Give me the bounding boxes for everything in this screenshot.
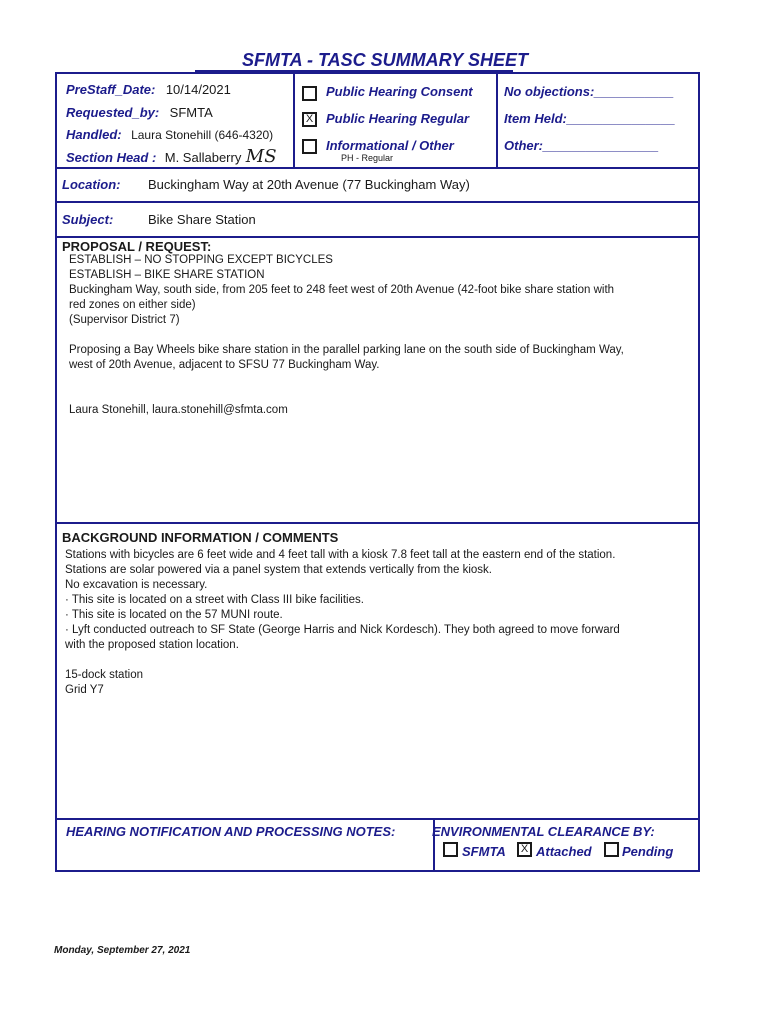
- public-hearing-regular-checkbox[interactable]: X: [302, 112, 317, 127]
- divider-location: [55, 201, 700, 203]
- background-line: · Lyft conducted outreach to SF State (George Harris and Nick Kordesch). They both agreed to move forward: [65, 624, 620, 636]
- background-body: [65, 548, 695, 698]
- proposal-line: Buckingham Way, south side, from 205 feet to 248 feet west of 20th Avenue (42-foot bike share station with: [69, 284, 615, 296]
- proposal-heading: PROPOSAL / REQUEST:: [62, 239, 212, 254]
- location-label: Location:: [62, 177, 121, 192]
- requested-by-label: Requested_by:: [66, 105, 160, 120]
- date-footer: Monday, September 27, 2021: [54, 945, 191, 956]
- env-pending-label: Pending: [622, 844, 674, 859]
- proposal-line: [69, 328, 694, 343]
- background-line: · This site is located on the 57 MUNI route.: [65, 609, 283, 621]
- background-line: No excavation is necessary.: [65, 579, 208, 591]
- no-objections-field: No objections:___________: [504, 84, 674, 99]
- subject-label: Subject:: [62, 212, 114, 227]
- prestaff-date-value: 10/14/2021: [165, 82, 231, 97]
- section-head-signature: MS: [245, 146, 277, 167]
- handled-row: [66, 126, 273, 144]
- public-hearing-consent-label: Public Hearing Consent: [326, 84, 473, 99]
- env-pending-checkbox[interactable]: [604, 842, 619, 857]
- other-field: Other:________________: [504, 138, 659, 153]
- proposal-line: [69, 388, 694, 403]
- background-line: Stations are solar powered via a panel system that extends vertically from the kiosk.: [65, 564, 492, 576]
- proposal-line: west of 20th Avenue, adjacent to SFSU 77 Buckingham Way.: [69, 359, 380, 371]
- proposal-line: ESTABLISH – NO STOPPING EXCEPT BICYCLES: [69, 254, 333, 266]
- background-line: Grid Y7: [65, 684, 104, 696]
- subject-value: Bike Share Station: [148, 212, 256, 227]
- background-line: [65, 653, 695, 668]
- proposal-line: Proposing a Bay Wheels bike share station in the parallel parking lane on the south side of Buckingham Way,: [69, 344, 624, 356]
- env-attached-checkbox[interactable]: X: [517, 842, 532, 857]
- hearing-notes-label: HEARING NOTIFICATION AND PROCESSING NOTES:: [66, 824, 396, 839]
- env-clearance-label: ENVIRONMENTAL CLEARANCE BY:: [432, 824, 655, 839]
- background-heading: BACKGROUND INFORMATION / COMMENTS: [62, 530, 339, 545]
- informational-other-label: Informational / Other: [326, 138, 454, 153]
- location-value: Buckingham Way at 20th Avenue (77 Buckingham Way): [148, 177, 470, 192]
- divider-header: [55, 167, 700, 169]
- public-hearing-consent-checkbox[interactable]: [302, 86, 317, 101]
- proposal-body: [69, 253, 694, 418]
- env-attached-label: Attached: [536, 844, 592, 859]
- proposal-line: Laura Stonehill, laura.stonehill@sfmta.com: [69, 404, 288, 416]
- section-head-label: Section Head :: [66, 150, 157, 165]
- form-frame: [55, 72, 700, 872]
- proposal-line: ESTABLISH – BIKE SHARE STATION: [69, 269, 265, 281]
- prestaff-date-label: PreStaff_Date:: [66, 82, 156, 97]
- divider-background: [55, 818, 700, 820]
- proposal-line: [69, 373, 694, 388]
- background-line: 15-dock station: [65, 669, 143, 681]
- public-hearing-regular-label: Public Hearing Regular: [326, 111, 470, 126]
- informational-other-checkbox[interactable]: [302, 139, 317, 154]
- item-held-field: Item Held:_______________: [504, 111, 676, 126]
- divider-proposal: [55, 522, 700, 524]
- background-line: with the proposed station location.: [65, 639, 239, 651]
- background-line: Stations with bicycles are 6 feet wide and 4 feet tall with a kiosk 7.8 feet tall at the eastern end of the station.: [65, 549, 616, 561]
- divider-header-col2: [496, 72, 498, 168]
- env-sfmta-checkbox[interactable]: [443, 842, 458, 857]
- divider-header-col1: [293, 72, 295, 168]
- prestaff-date-row: [66, 81, 231, 99]
- hearing-sub-note: PH - Regular: [341, 153, 394, 163]
- requested-by-value: SFMTA: [169, 105, 213, 120]
- handled-value: Laura Stonehill (646-4320): [131, 128, 274, 142]
- divider-subject: [55, 236, 700, 238]
- section-head-row: [66, 146, 277, 167]
- section-head-value: M. Sallaberry: [164, 150, 242, 165]
- env-sfmta-label: SFMTA: [462, 844, 506, 859]
- proposal-line: (Supervisor District 7): [69, 314, 180, 326]
- handled-label: Handled:: [66, 127, 122, 142]
- proposal-line: red zones on either side): [69, 299, 196, 311]
- requested-by-row: [66, 104, 213, 122]
- page-title: SFMTA - TASC SUMMARY SHEET: [241, 50, 528, 70]
- background-line: · This site is located on a street with Class III bike facilities.: [65, 594, 364, 606]
